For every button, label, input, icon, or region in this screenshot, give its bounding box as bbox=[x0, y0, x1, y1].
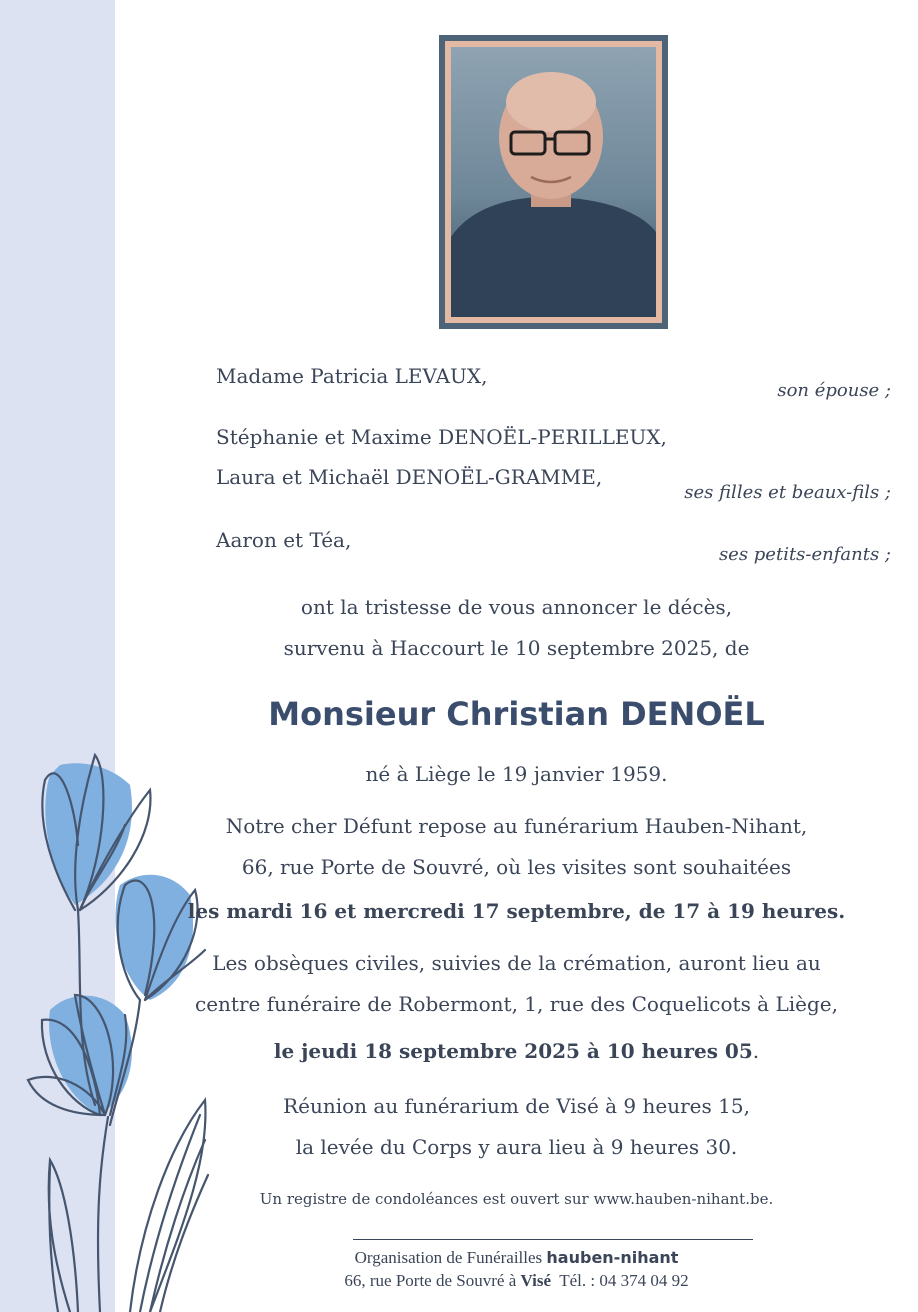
footer-organisation bbox=[115, 1248, 918, 1268]
deceased-name: Monsieur Christian DENOËL bbox=[268, 695, 765, 733]
portrait-photo bbox=[451, 47, 656, 317]
announcement-line-2: survenu à Haccourt le 10 septembre 2025, de bbox=[283, 636, 750, 660]
footer-city: Visé bbox=[520, 1271, 552, 1290]
meeting-line-2: la levée du Corps y aura lieu à 9 heures 30. bbox=[295, 1135, 738, 1159]
spouse-name: Madame Patricia LEVAUX, bbox=[216, 364, 488, 388]
portrait-mat bbox=[445, 41, 662, 323]
visitation-line-2: 66, rue Porte de Souvré, où les visites sont souhaitées bbox=[241, 855, 792, 879]
birth-info: né à Liège le 19 janvier 1959. bbox=[365, 762, 668, 786]
footer-org-label: Organisation de Funérailles bbox=[354, 1248, 543, 1267]
brand-logo-text: hauben-nihant bbox=[546, 1248, 679, 1267]
footer-phone: Tél. : 04 374 04 92 bbox=[559, 1271, 689, 1290]
meeting-line-1: Réunion au funérarium de Visé à 9 heures 15, bbox=[283, 1094, 750, 1118]
footer-address-text: 66, rue Porte de Souvré à bbox=[344, 1271, 517, 1290]
funeral-date-period: . bbox=[752, 1039, 760, 1063]
portrait-figure bbox=[451, 47, 656, 317]
funeral-line-1: Les obsèques civiles, suivies de la crémation, auront lieu au bbox=[212, 951, 821, 975]
visitation-line-1: Notre cher Défunt repose au funérarium Hauben-Nihant, bbox=[225, 814, 808, 838]
grandchildren-role: ses petits-enfants ; bbox=[718, 544, 891, 565]
daughters-line-2: Laura et Michaël DENOËL-GRAMME, bbox=[216, 465, 603, 489]
grandchildren-name: Aaron et Téa, bbox=[216, 528, 352, 552]
spouse-role: son épouse ; bbox=[777, 380, 891, 401]
footer-divider bbox=[353, 1239, 753, 1240]
funeral-date-line bbox=[115, 1039, 918, 1063]
visitation-dates: les mardi 16 et mercredi 17 septembre, de 17 à 19 heures. bbox=[187, 899, 846, 923]
funeral-line-2: centre funéraire de Robermont, 1, rue des Coquelicots à Liège, bbox=[195, 992, 838, 1016]
daughters-line-1: Stéphanie et Maxime DENOËL-PERILLEUX, bbox=[216, 425, 667, 449]
portrait-frame bbox=[439, 35, 668, 329]
funeral-date: le jeudi 18 septembre 2025 à 10 heures 05 bbox=[273, 1039, 753, 1063]
daughters-role: ses filles et beaux-fils ; bbox=[684, 482, 891, 503]
announcement-line-1: ont la tristesse de vous annoncer le décès, bbox=[300, 595, 733, 619]
footer-address bbox=[115, 1271, 918, 1291]
condolence-register: Un registre de condoléances est ouvert sur www.hauben-nihant.be. bbox=[259, 1190, 774, 1208]
